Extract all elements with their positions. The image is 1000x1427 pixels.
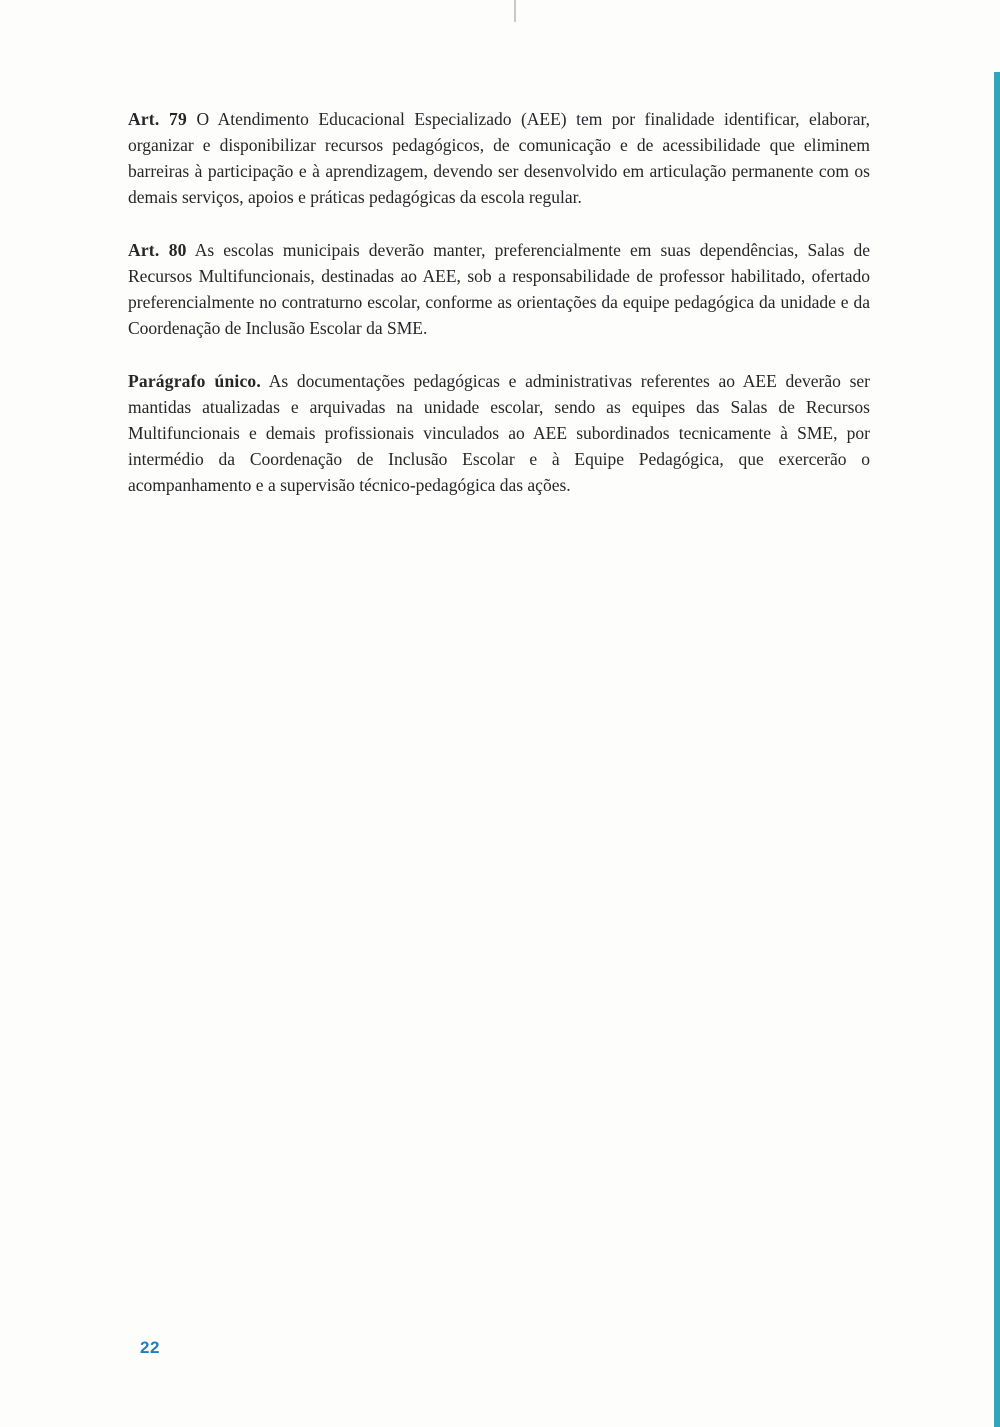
article-79-label: Art. 79 xyxy=(128,109,187,129)
article-80-label: Art. 80 xyxy=(128,240,187,260)
paragraph-art-79-text: O Atendimento Educacional Especializado (AEE) tem por finalidade identificar, elaborar, organizar e disponibilizar recursos pedagógicos, de comunicação e de acessibilidade que eliminem barreiras à participação e à aprendizagem, devendo ser desenvolvido em articulação permanente com os demais serviços, apoios e práticas pedagógicas da escola regular. xyxy=(128,109,871,207)
right-accent-line xyxy=(994,72,1000,1427)
paragraph-paragrafo-unico-text: As documentações pedagógicas e administrativas referentes ao AEE deverão ser mantidas atualizadas e arquivadas na unidade escolar, sendo as equipes das Salas de Recursos Multifuncionais e demais profissionais vinculados ao AEE subordinados tecnicamente à SME, por intermédio da Coordenação de Inclusão Escolar e à Equipe Pedagógica, que exercerão o acompanhamento e a supervisão técnico-pedagógica das ações. xyxy=(128,371,870,495)
paragraph-art-79 xyxy=(128,106,870,210)
paragrafo-unico-label: Parágrafo único. xyxy=(128,371,261,391)
paragraph-paragrafo-unico xyxy=(128,368,870,498)
scan-artifact xyxy=(514,0,516,22)
document-body xyxy=(128,106,870,525)
paragraph-art-80 xyxy=(128,237,870,341)
page-number: 22 xyxy=(140,1338,160,1357)
paragraph-art-80-text: As escolas municipais deverão manter, preferencialmente em suas dependências, Salas de Recursos Multifuncionais, destinadas ao AEE, sob a responsabilidade de professor habilitado, ofertado preferencialmente no contraturno escolar, conforme as orientações da equipe pedagógica da unidade e da Coordenação de Inclusão Escolar da SME. xyxy=(128,240,871,338)
